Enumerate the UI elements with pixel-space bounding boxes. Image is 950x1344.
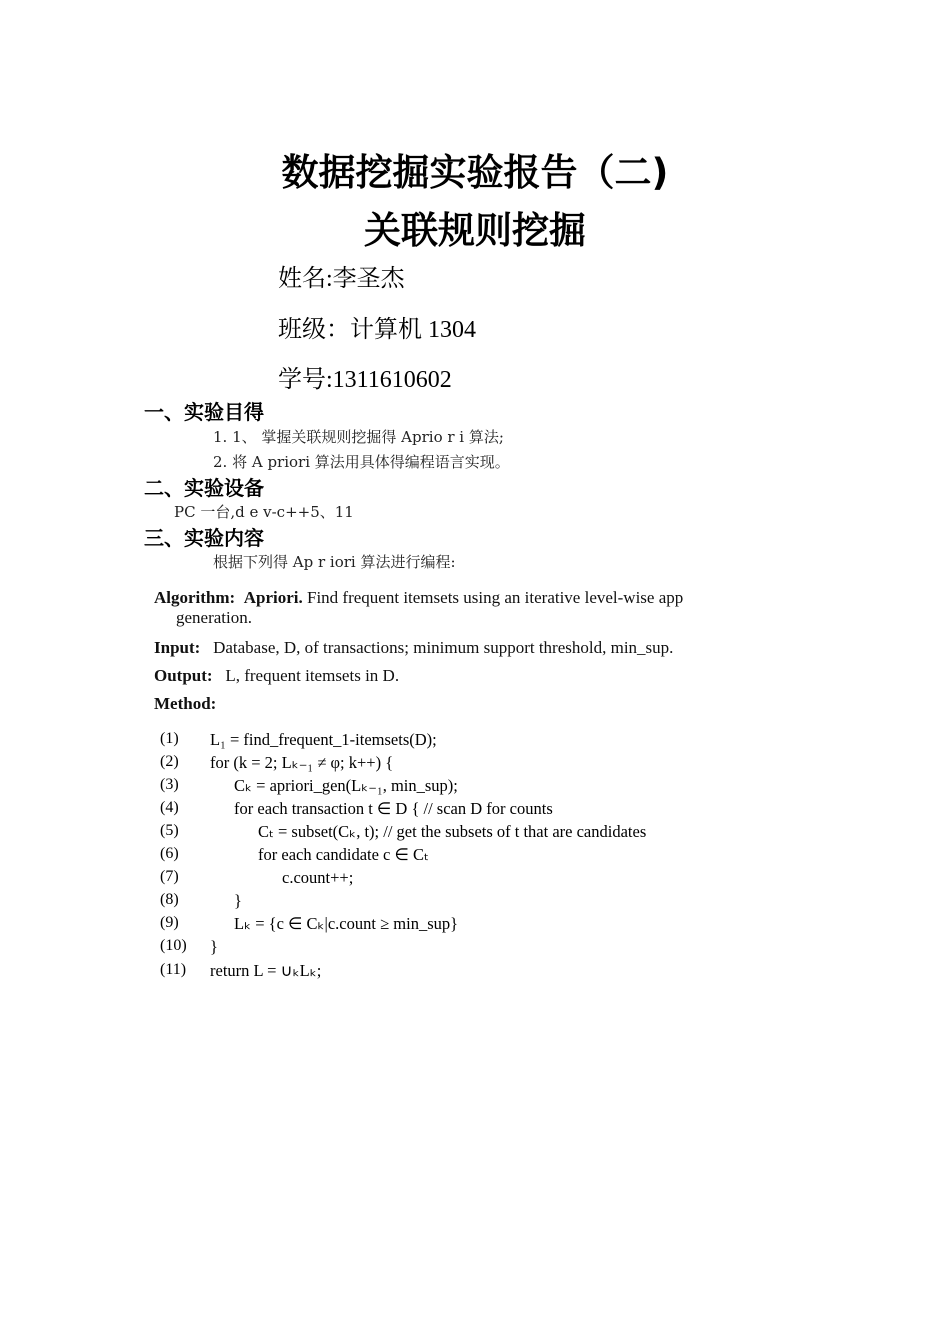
line-number: (1) — [160, 730, 179, 747]
algorithm-line — [154, 588, 683, 608]
code-line: for (k = 2; Lₖ₋₁ ≠ φ; k++) { — [210, 753, 394, 772]
code-line: } — [210, 937, 218, 956]
input-label: Input: — [154, 638, 201, 657]
student-id: 学号:1311610602 — [278, 367, 452, 393]
content-text: 根据下列得 Ap r iori 算法进行编程: — [213, 553, 456, 571]
line-number: (2) — [160, 753, 179, 770]
code-line: Cₖ = apriori_gen(Lₖ₋₁, min_sup); — [234, 776, 458, 795]
line-number: (10) — [160, 937, 187, 954]
input-line — [154, 638, 673, 658]
code-line: } — [234, 891, 242, 910]
student-class: 班级：计算机 1304 — [278, 317, 476, 343]
line-number: (5) — [160, 822, 179, 839]
code-line: for each candidate c ∈ Cₜ — [258, 845, 429, 864]
line-number: (7) — [160, 868, 179, 885]
report-title: 数据挖掘实验报告（二) — [281, 151, 669, 194]
output-text: L, frequent itemsets in D. — [225, 666, 400, 685]
code-line: Lₖ = {c ∈ Cₖ|c.count ≥ min_sup} — [234, 914, 459, 933]
section-purpose-heading: 一、实验目得 — [144, 400, 264, 424]
line-number: (9) — [160, 914, 179, 931]
code-line: for each transaction t ∈ D { // scan D for counts — [234, 799, 553, 818]
purpose-item-1: 1. 1、 掌握关联规则挖掘得 Aprio r i 算法; — [213, 428, 504, 446]
output-label: Output: — [154, 666, 213, 685]
code-line: Cₜ = subset(Cₖ, t); // get the subsets of t that are candidates — [258, 822, 647, 841]
section-content-heading: 三、实验内容 — [144, 526, 264, 550]
code-line: c.count++; — [282, 868, 354, 887]
algorithm-desc-2: generation. — [176, 608, 252, 627]
algorithm-desc: Find frequent itemsets using an iterative level-wise app — [307, 588, 684, 607]
equipment-text: PC 一台,d e v-c++5、11 — [174, 503, 354, 521]
line-number: (6) — [160, 845, 179, 862]
report-subtitle: 关联规则挖掘 — [364, 209, 586, 252]
input-text: Database, D, of transactions; minimum support threshold, min_sup. — [213, 638, 674, 657]
code-line: return L = ∪ₖLₖ; — [210, 961, 322, 980]
student-name: 姓名:李圣杰 — [278, 266, 405, 292]
line-number: (8) — [160, 891, 179, 908]
line-number: (3) — [160, 776, 179, 793]
line-number: (4) — [160, 799, 179, 816]
purpose-item-2: 2. 将 A priori 算法用具体得编程语言实现。 — [213, 453, 510, 471]
method-label: Method: — [154, 694, 217, 713]
section-equipment-heading: 二、实验设备 — [144, 476, 264, 500]
algorithm-name: Apriori. — [243, 588, 303, 607]
algorithm-label: Algorithm: — [154, 588, 236, 607]
code-line: L₁ = find_frequent_1-itemsets(D); — [210, 730, 437, 749]
output-line — [154, 666, 399, 686]
line-number: (11) — [160, 961, 187, 978]
